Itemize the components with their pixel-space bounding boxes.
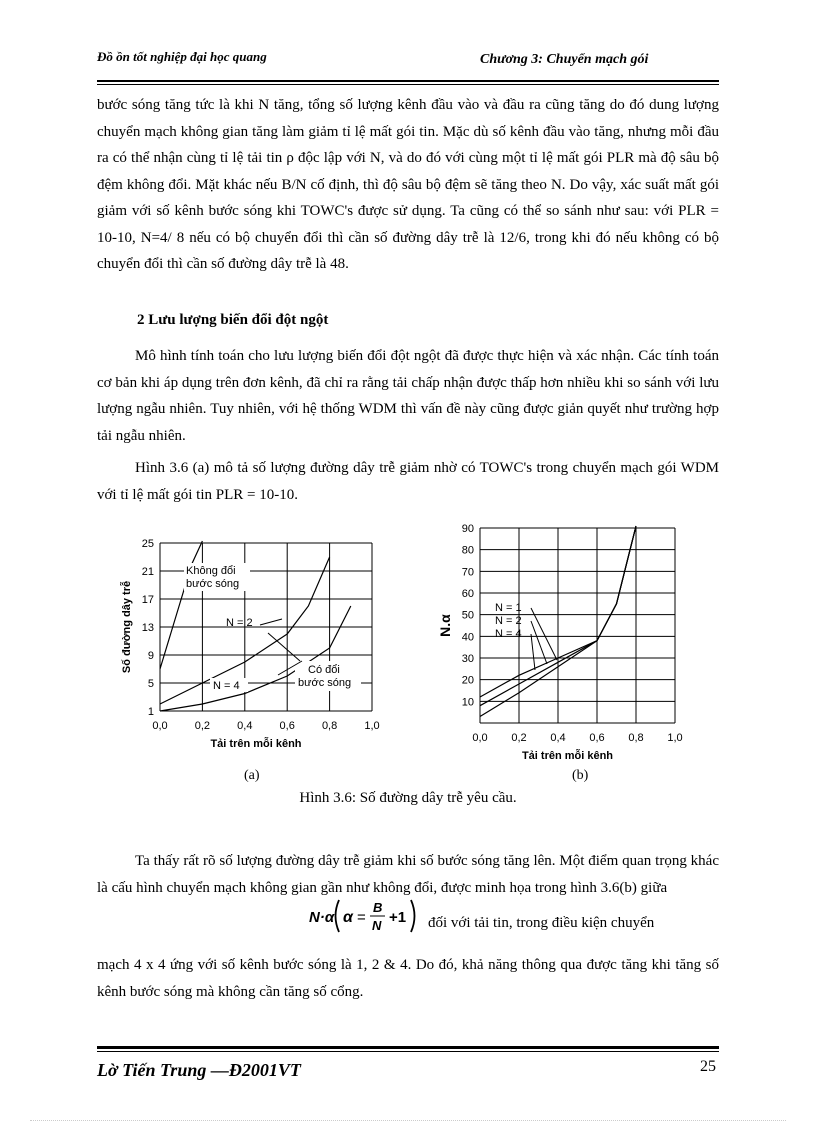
y-tick-label: 90 (461, 523, 474, 535)
annotation-n2: N = 2 (495, 615, 522, 627)
leader-line (268, 633, 300, 661)
x-tick-label: 0,2 (511, 732, 527, 744)
y-axis-label: Số đường dây trễ (121, 580, 133, 674)
paragraph-4-cont: đối với tải tin, trong điều kiện chuyển (428, 915, 655, 931)
y-tick-label: 17 (141, 594, 154, 606)
footer-rule-thin (97, 1051, 719, 1052)
header-left: Đồ ồn tốt nghiệp đại học quang (97, 49, 267, 64)
page-number: 25 (700, 1058, 716, 1075)
y-tick-label: 70 (461, 566, 474, 579)
annotation-n4: N = 4 (495, 628, 522, 640)
y-tick-label: 60 (461, 588, 474, 600)
paragraph-3: Hình 3.6 (a) mô tả số lượng đường dây trễ giảm nhờ có TOWC's trong chuyển mạch gói WDM với tỉ lệ mất gói tin PLR = 10-10. (97, 460, 719, 503)
section-heading: 2 Lưu lượng biến đổi đột ngột (137, 312, 329, 328)
x-tick-label: 0,0 (472, 732, 488, 744)
eq-equals: = (357, 909, 366, 926)
x-axis-label: Tải trên mỗi kênh (210, 738, 302, 750)
y-tick-label: 5 (147, 678, 154, 690)
annotation-no-conversion-2: bước sóng (186, 578, 240, 590)
annotation-n4: N = 4 (213, 680, 240, 692)
x-tick-label: 0,0 (152, 720, 168, 732)
y-tick-label: 21 (141, 566, 154, 578)
chart-a (110, 535, 410, 765)
paragraph-1: bước sóng tăng tức là khi N tăng, tổng số lượng kênh đầu vào và đầu ra cũng tăng do đó dung lượng chuyển mạch không gian tăng làm giảm tỉ lệ mất gói tin. Mặc dù số kênh đầu vào tăng, nhưng mỗi đầu ra có thể nhận cùng tỉ lệ tải tin ρ độc lập với N, và do đó với cùng một tỉ lệ mất gói PLR mà độ sâu bộ đệm không đổi. Mặt khác nếu B/N cố định, thì độ sâu bộ đệm sẽ tăng theo N. Do vậy, xác suất mất gói giảm với số kênh bước sóng khi TOWC's được sử dụng. Ta cũng có thể so sánh như sau: với PLR = 10-10, N=4/ 8 nếu có bộ chuyển đổi thì cần số đường dây trễ là 12/6, trong khi đó nếu không có bộ chuyển đổi thì cần số đường dây trễ là 48. (97, 97, 719, 272)
x-tick-label: 0,8 (628, 732, 644, 744)
y-tick-label: 80 (461, 544, 474, 557)
eq-numerator: B (373, 900, 383, 915)
header-right: Chương 3: Chuyển mạch gói (480, 52, 649, 67)
x-tick-label: 0,8 (321, 720, 338, 732)
annotation-n2: N = 2 (226, 617, 253, 629)
y-axis-label: N.α (437, 614, 453, 637)
eq-lhs: N·α (309, 909, 335, 926)
y-tick-label: 40 (461, 631, 474, 644)
x-tick-label: 0,4 (550, 732, 566, 744)
eq-alpha: α (343, 909, 353, 926)
y-tick-label: 13 (141, 622, 154, 634)
page-edge (30, 1120, 786, 1121)
x-tick-label: 0,4 (237, 720, 253, 732)
chart-b (425, 520, 705, 765)
annotation-no-conversion: Không đổi (186, 565, 236, 577)
series-line-không-đổi-bước-sóng (160, 541, 202, 669)
footer-author: Lờ Tiến Trung —Đ2001VT (97, 1060, 301, 1080)
x-tick-label: 0,6 (589, 732, 605, 744)
equation (307, 896, 423, 936)
y-tick-label: 9 (147, 650, 154, 662)
leader-line (531, 608, 557, 660)
series-line-n-=-4 (160, 606, 351, 711)
annotation-conversion-2: bước sóng (298, 677, 352, 689)
annotation-n1: N = 1 (495, 602, 522, 614)
y-tick-label: 30 (461, 653, 474, 665)
figure-caption: Hình 3.6: Số đường dây trễ yêu cầu. (299, 790, 517, 806)
x-tick-label: 0,2 (194, 720, 211, 732)
y-tick-label: 1 (147, 706, 154, 718)
footer-rule (97, 1046, 719, 1049)
paragraph-5: mạch 4 x 4 ứng với số kênh bước sóng là 1, 2 & 4. Do đó, khả năng thông qua được tăng khi tăng số kênh bước sóng mà không cần tăng số cổng. (97, 957, 719, 1000)
x-tick-label: 1,0 (364, 720, 380, 732)
x-tick-label: 1,0 (667, 732, 683, 744)
x-tick-label: 0,6 (279, 720, 295, 732)
paragraph-2: Mô hình tính toán cho lưu lượng biến đổi đột ngột đã được thực hiện và xác nhận. Các tính toán cơ bản khi áp dụng trên đơn kênh, đã chỉ ra rằng tải chấp nhận được thấp hơn nhiều khi so sánh với lưu lượng ngẫu nhiên. Tuy nhiên, với hệ thống WDM thì vấn đề này cũng được giản quyết như trường hợp tải ngẫu nhiên. (97, 348, 719, 444)
annotation-conversion: Có đổi (308, 664, 340, 676)
y-tick-label: 50 (461, 609, 474, 622)
y-tick-label: 25 (141, 538, 154, 550)
header-rule-thin (97, 84, 719, 85)
y-tick-label: 20 (461, 674, 474, 687)
y-tick-label: 10 (461, 696, 474, 709)
leader-line (531, 634, 535, 670)
leader-line (260, 619, 282, 625)
header-rule (97, 80, 719, 82)
x-axis-label: Tải trên mỗi kênh (521, 750, 614, 762)
figure-label-a: (a) (244, 768, 260, 783)
paragraph-4: Ta thấy rất rõ số lượng đường dây trễ giảm khi số bước sóng tăng lên. Một điểm quan trọng khác là cấu hình chuyển mạch không gian gần như không đổi, được minh họa trong hình 3.6(b) giữa (97, 853, 719, 896)
eq-denominator: N (372, 918, 382, 933)
figure-label-b: (b) (572, 768, 589, 783)
eq-plus-one: +1 (389, 909, 407, 926)
